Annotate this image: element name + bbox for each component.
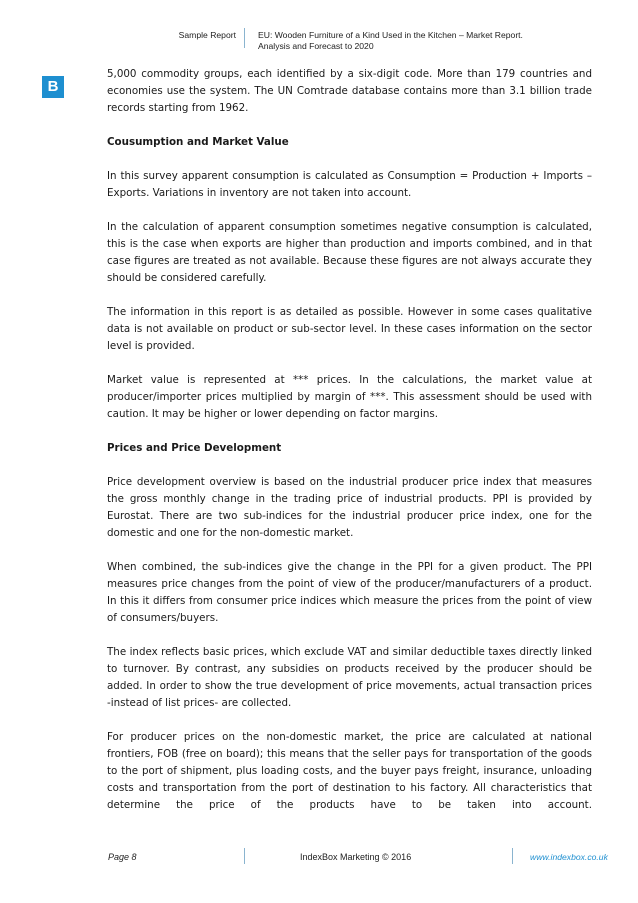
paragraph-negative-consumption: In the calculation of apparent consumption sometimes negative consumption is calculated, this is the case when exports are higher than production and imports combined, and in that case figures are treated as not available. Because these figures are not always accurate they should be considered carefully. bbox=[107, 221, 592, 284]
header-report-type: Sample Report bbox=[178, 30, 236, 40]
paragraph-detail-level: The information in this report is as detailed as possible. However in some cases qualitative data is not available on product or sub-sector level. In these cases information on the sector level is provided. bbox=[107, 306, 592, 352]
paragraph-consumption-formula: In this survey apparent consumption is calculated as Consumption = Production + Imports – Exports. Variations in inventory are not taken into account. bbox=[107, 170, 592, 199]
header-report-title bbox=[258, 30, 588, 52]
heading-consumption: Cousumption and Market Value bbox=[107, 136, 289, 148]
heading-prices: Prices and Price Development bbox=[107, 442, 282, 454]
footer-divider-right bbox=[512, 848, 513, 864]
paragraph-fob: For producer prices on the non-domestic market, the price are calculated at national frontiers, FOB (free on board); this means that the seller pays for transportation of the goods to the port of shipment, plus loading costs, and the buyer pays freight, insurance, unloading costs and transportation from the port of destination to his factory. All characteristics that determine the price of the products have to be taken into account. bbox=[107, 731, 592, 811]
paragraph-ppi-overview: Price development overview is based on the industrial producer price index that measures the gross monthly change in the trading price of industrial products. PPI is provided by Eurostat. There are two sub-indices for the industrial producer price index, one for the domestic and one for the non-domestic market. bbox=[107, 476, 592, 539]
footer-copyright: IndexBox Marketing © 2016 bbox=[300, 852, 412, 862]
header-divider bbox=[244, 28, 245, 48]
page-body bbox=[107, 66, 592, 814]
footer-divider-left bbox=[244, 848, 245, 864]
page-number: Page 8 bbox=[108, 852, 137, 862]
paragraph-ppi-combined: When combined, the sub-indices give the change in the PPI for a given product. The PPI measures price changes from the point of view of the producer/manufacturers of a product. In this it differs from consumer price indices which measure the prices from the point of view of consumers/buyers. bbox=[107, 561, 592, 624]
header-title-line-2: Analysis and Forecast to 2020 bbox=[258, 41, 374, 51]
header-title-line-1: EU: Wooden Furniture of a Kind Used in the Kitchen – Market Report. bbox=[258, 30, 523, 40]
paragraph-market-value: Market value is represented at *** prices. In the calculations, the market value at producer/importer prices multiplied by margin of ***. This assessment should be used with caution. It may be higher or lower depending on factor margins. bbox=[107, 374, 592, 420]
paragraph-basic-prices: The index reflects basic prices, which exclude VAT and similar deductible taxes directly linked to turnover. By contrast, any subsidies on products received by the producer should be added. In order to show the true development of price movements, actual transaction prices -instead of list prices- are collected. bbox=[107, 646, 592, 709]
paragraph-comtrade: 5,000 commodity groups, each identified by a six-digit code. More than 179 countries and economies use the system. The UN Comtrade database contains more than 3.1 billion trade records starting from 1962. bbox=[107, 68, 592, 114]
brand-logo: B bbox=[42, 76, 64, 98]
footer-website-link[interactable]: www.indexbox.co.uk bbox=[530, 852, 608, 862]
